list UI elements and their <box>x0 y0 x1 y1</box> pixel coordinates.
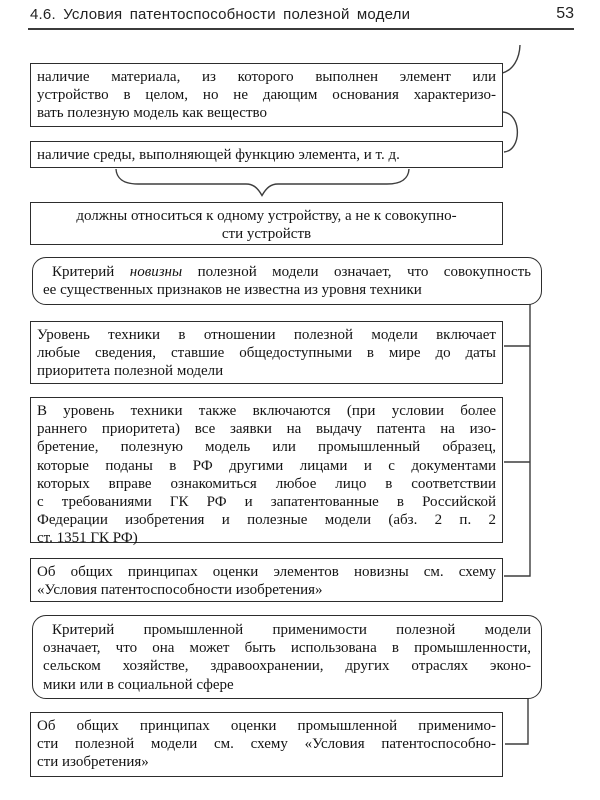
text-line: сти полезной модели см. схему «Условия патентоспособно- <box>37 736 496 753</box>
text-line: Об общих принципах оценки промышленной применимо- <box>37 718 496 734</box>
text-line: вать полезную модель как вещество <box>37 105 267 122</box>
text-line: Критерий промышленной применимости полезной модели <box>52 622 531 638</box>
text-line: раннего приоритета) все заявки на выдачу патента на изо- <box>37 421 496 438</box>
box-prior-art-definition <box>30 321 503 384</box>
box-industrial-applicability-criterion <box>32 615 542 699</box>
text-line: ее существенных признаков не известна из уровня техники <box>43 282 422 299</box>
text-line: наличие материала, из которого выполнен элемент или <box>37 69 496 85</box>
brace-down <box>116 169 409 196</box>
text-line: устройство в целом, но не дающим основания характеризо- <box>37 87 496 104</box>
text-line: которые поданы в РФ другими лицами и с документами <box>37 457 496 474</box>
box-material-feature <box>30 63 503 127</box>
header-rule <box>28 28 574 30</box>
text-line: означает, что она может быть использована в промышленности, <box>43 640 531 657</box>
text-line: сельском хозяйстве, здравоохранении, других отраслях эконо- <box>43 658 531 675</box>
text-line: Критерий новизны полезной модели означает, что совокупность <box>52 264 531 280</box>
page-number: 53 <box>556 5 574 22</box>
box-novelty-criterion <box>32 257 542 305</box>
text-line: мики или в социальной сфере <box>43 676 234 693</box>
chapter-title: Условия патентоспособности полезной модели <box>63 6 411 23</box>
section-number: 4.6. <box>30 6 56 23</box>
box-prior-art-applications <box>30 397 503 547</box>
text-line: наличие среды, выполняющей функцию элемента, и т. д. <box>37 147 400 163</box>
box-novelty-note <box>30 558 503 602</box>
text-line: бретение, полезную модель или промышленный образец, <box>37 439 496 456</box>
text-line: должны относиться к одному устройству, а не к совокупно- <box>76 208 457 224</box>
arc-connector-material-medium <box>503 112 517 152</box>
continuation-curve-top <box>503 45 521 73</box>
text-line: «Условия патентоспособности изобретения» <box>37 582 323 599</box>
box-one-device-rule <box>30 202 503 245</box>
text-line: Федерации изобретения и полезные модели (абз. 2 п. 2 <box>37 512 496 529</box>
text-line: В уровень техники также включаются (при условии более <box>37 403 496 419</box>
text-line: сти изобретения» <box>37 754 149 771</box>
text-line: сти устройств <box>221 226 312 243</box>
text-line: Уровень техники в отношении полезной модели включает <box>37 327 496 343</box>
text-line: с требованиями ГК РФ и запатентованные в Российской <box>37 494 496 511</box>
box-medium-feature <box>30 141 503 168</box>
box-industrial-applicability-note <box>30 712 503 777</box>
text-line: которых вправе ознакомиться любое лицо в соответствии <box>37 475 496 492</box>
novelty-connector <box>504 304 530 576</box>
text-line: ст. 1351 ГК РФ) <box>37 530 138 547</box>
industrial-connector <box>505 698 528 744</box>
text-line: Об общих принципах оценки элементов новизны см. схему <box>37 564 496 580</box>
text-line: приоритета полезной модели <box>37 363 224 380</box>
page-header <box>30 6 490 23</box>
text-line: любые сведения, ставшие общедоступными в мире до даты <box>37 345 496 362</box>
